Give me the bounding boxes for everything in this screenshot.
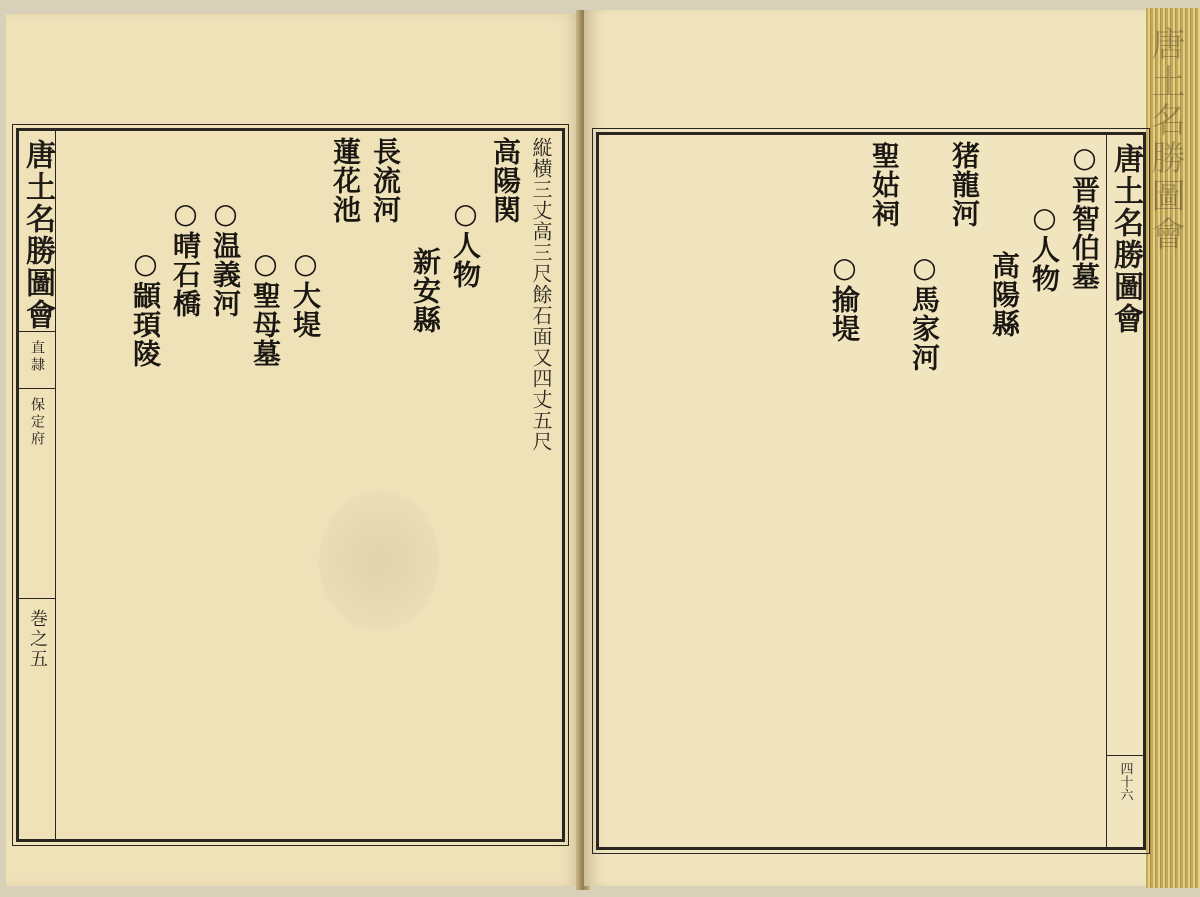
left-page-frame [16,128,565,842]
entry-heading: ○人物 [449,197,482,289]
entry-heading: ○温義河 [209,197,242,318]
entry-heading: 新安縣 [409,247,442,334]
entry-heading: 猪龍河 [948,141,981,228]
hanshin-divider [1107,755,1143,756]
right-folio-number: 四十六 [1117,762,1133,801]
entry-heading: ○揄堤 [828,251,861,343]
hanshin-divider [19,331,55,332]
hanshin-divider [19,388,55,389]
left-book-title: 唐土名勝圖會 [20,139,55,331]
entry-heading: 長流河 [369,137,402,224]
right-hanshin [1106,135,1143,847]
entry-heading: 高陽関 [489,137,522,224]
fore-edge-ghost-title: 唐土名勝圖會 [1145,26,1185,254]
entry-heading: ○人物 [1028,201,1061,293]
hanshin-divider [19,598,55,599]
right-book-title: 唐土名勝圖會 [1108,143,1143,335]
entry-heading: ○大堤 [289,247,322,339]
right-page-frame [596,132,1146,850]
left-text-area [61,137,554,833]
fore-edge [1146,8,1200,888]
entry-heading: ○馬家河 [908,251,941,372]
entry-heading: 高陽縣 [988,251,1021,338]
left-volume-label: 巻之五 [27,609,48,669]
entry-heading: ○聖母墓 [249,247,282,368]
entry-heading: 蓮花池 [329,137,362,224]
right-text-area [607,141,1101,841]
text-column: 縦横三丈高三尺餘石面又四丈五尺 [529,137,553,452]
entry-heading: ○晋智伯墓 [1068,141,1101,291]
left-section-label: 直隷 [29,340,45,374]
left-hanshin [19,131,56,839]
entry-heading: ○晴石橋 [169,197,202,318]
entry-heading: 聖姑祠 [868,141,901,228]
entry-heading: ○顓頊陵 [129,247,162,368]
left-prefecture-label: 保定府 [29,397,45,448]
